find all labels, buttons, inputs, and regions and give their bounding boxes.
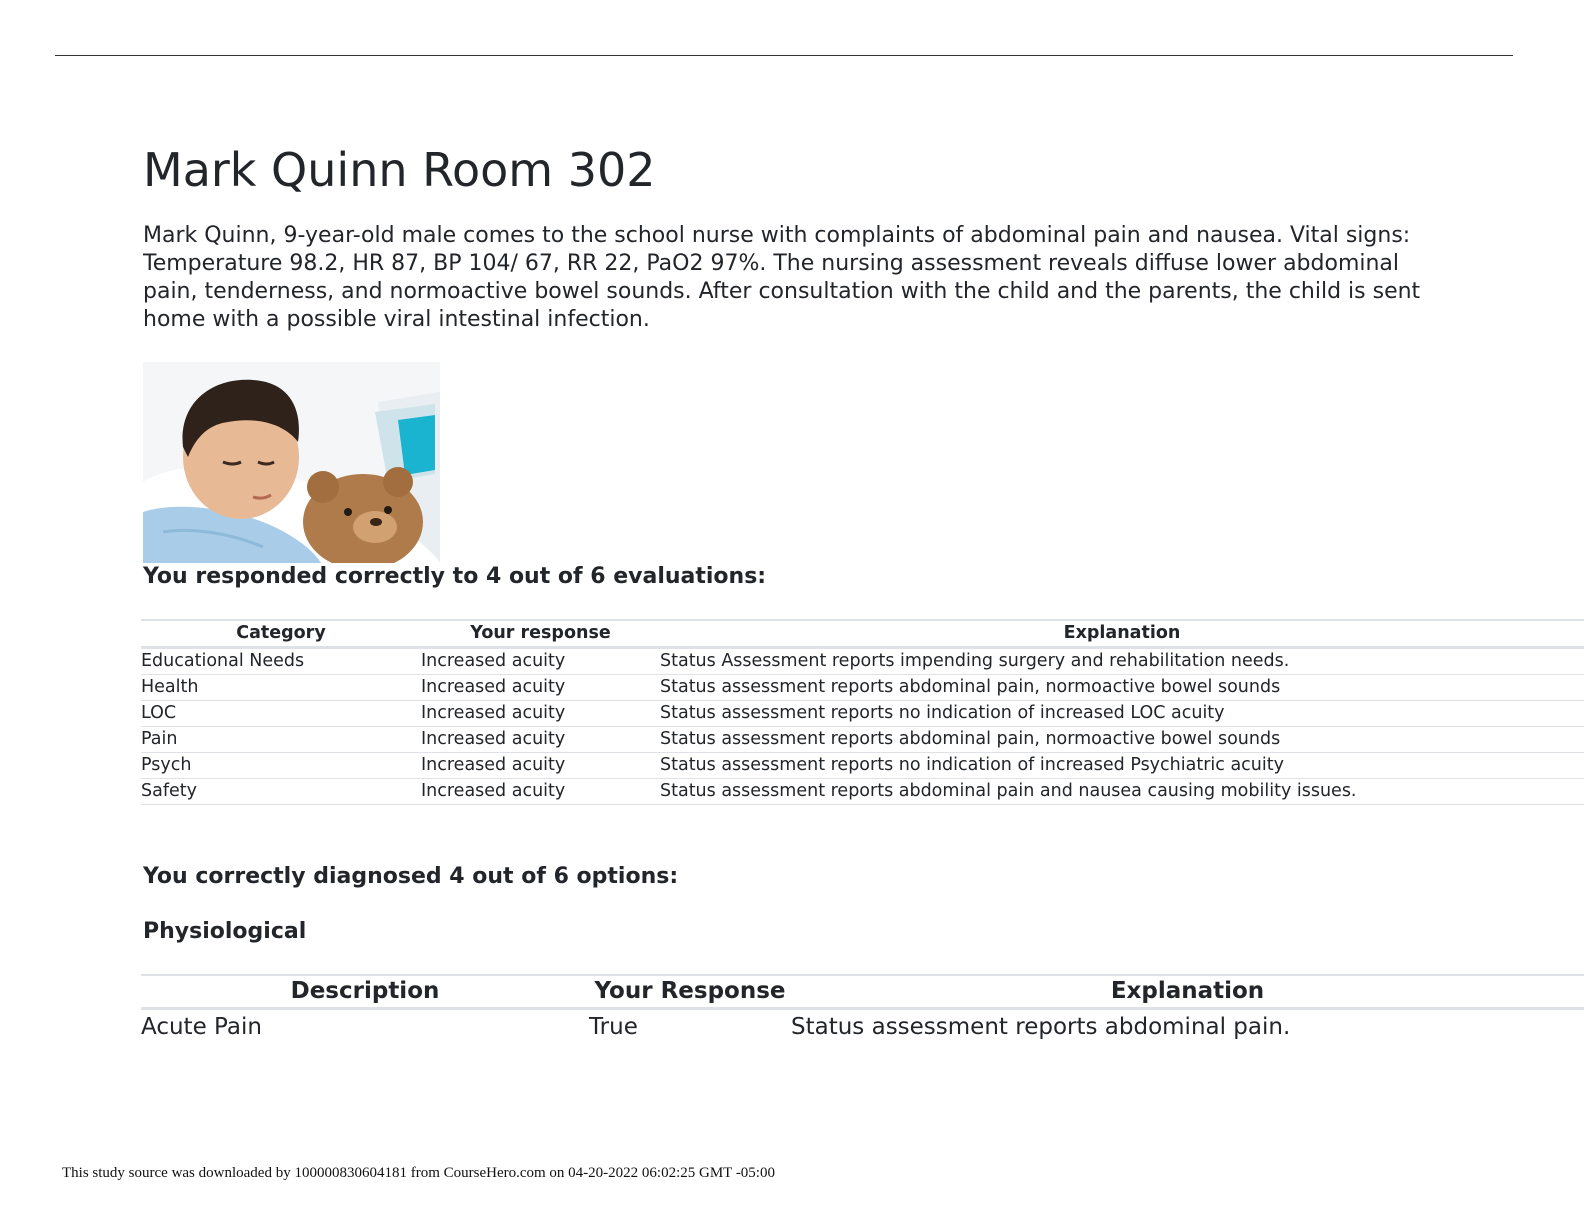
column-header-explanation: Explanation: [791, 975, 1584, 1009]
category-cell: Educational Needs: [141, 648, 421, 675]
explanation-cell: Status assessment reports no indication of increased LOC acuity: [660, 701, 1584, 727]
table-row: [141, 648, 1584, 675]
main-content: [143, 140, 1584, 1042]
explanation-cell: Status assessment reports abdominal pain.: [791, 1014, 1291, 1040]
description-cell: Acute Pain: [141, 1014, 262, 1040]
column-header-your-response: Your response: [421, 620, 660, 648]
diagnoses-heading: You correctly diagnosed 4 out of 6 options:: [143, 864, 679, 889]
response-cell: True: [589, 1014, 638, 1040]
column-header-description: Description: [141, 975, 589, 1009]
explanation-cell: Status Assessment reports impending surgery and rehabilitation needs.: [660, 648, 1584, 675]
table-row: [141, 779, 1584, 805]
response-cell: Increased acuity: [421, 727, 660, 753]
table-header-row: [141, 975, 1584, 1009]
table-row: [141, 701, 1584, 727]
explanation-cell: Status assessment reports no indication of increased Psychiatric acuity: [660, 753, 1584, 779]
column-header-explanation: Explanation: [660, 620, 1584, 648]
category-cell: Pain: [141, 727, 421, 753]
category-cell: Safety: [141, 779, 421, 805]
evaluations-table: [141, 619, 1584, 805]
category-cell: Health: [141, 675, 421, 701]
category-cell: Psych: [141, 753, 421, 779]
response-cell: Increased acuity: [421, 753, 660, 779]
explanation-cell: Status assessment reports abdominal pain and nausea causing mobility issues.: [660, 779, 1584, 805]
table-header-row: [141, 620, 1584, 648]
download-footer: This study source was downloaded by 100000830604181 from CourseHero.com on 04-20-2022 06:02:25 GMT -05:00: [62, 1165, 775, 1181]
response-cell: Increased acuity: [421, 648, 660, 675]
response-cell: Increased acuity: [421, 701, 660, 727]
response-cell: Increased acuity: [421, 779, 660, 805]
table-row: [141, 727, 1584, 753]
patient-photo: [143, 362, 440, 563]
evaluations-heading: You responded correctly to 4 out of 6 evaluations:: [143, 564, 767, 589]
diagnoses-table: [141, 974, 1584, 1042]
column-header-your-response: Your Response: [589, 975, 791, 1009]
response-cell: Increased acuity: [421, 675, 660, 701]
category-cell: LOC: [141, 701, 421, 727]
page-title: Mark Quinn Room 302: [143, 143, 656, 197]
table-row: [141, 753, 1584, 779]
patient-intro: Mark Quinn, 9-year-old male comes to the school nurse with complaints of abdominal pain and nausea. Vital signs: Temperature 98.2, HR 87, BP 104/ 67, RR 22, PaO2 97%. The nursing assessment reveals diffuse lower abdominal pain, tenderness, and normoactive bowel sounds. After consultation with the child and the parents, the child is sent home with a possible viral intestinal infection.: [143, 223, 1421, 332]
explanation-cell: Status assessment reports abdominal pain, normoactive bowel sounds: [660, 727, 1584, 753]
top-rule: [55, 55, 1513, 56]
table-row: [141, 675, 1584, 701]
table-row: [141, 1009, 1584, 1043]
physiological-heading: Physiological: [143, 919, 307, 944]
column-header-category: Category: [141, 620, 421, 648]
explanation-cell: Status assessment reports abdominal pain, normoactive bowel sounds: [660, 675, 1584, 701]
